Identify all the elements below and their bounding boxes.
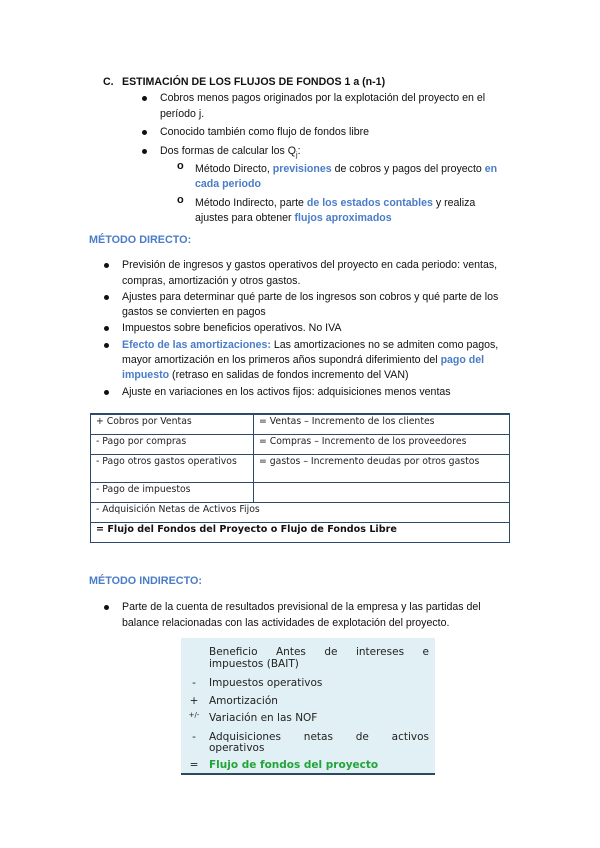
section-c-bullet-1-line-1: Cobros menos pagos originados por la explotación del proyecto en el (160, 92, 486, 104)
bullet-dot (104, 263, 109, 268)
section-c-letter: C. (103, 76, 114, 88)
adquisiciones-line-1: Adquisiciones netas de activos (209, 731, 429, 743)
bullet-3-subscript: j (296, 152, 298, 160)
equals-symbol: = (189, 759, 199, 771)
bullet-dot (104, 326, 109, 331)
directo-heading: MÉTODO DIRECTO: (89, 234, 192, 246)
option-indirect-text-l2a: ajustes para obtener (195, 212, 295, 224)
bullet-3-suffix: : (297, 145, 301, 157)
directo-bullet-4-l2-text: mayor amortización en los primeros años supondrá diferimiento del (122, 354, 441, 366)
bullet-dot (104, 343, 109, 348)
directo-bullet-4-l3-text: (retraso en salidas de fondos incremento del VAN) (169, 369, 409, 381)
section-c-bullet-2: Conocido también como flujo de fondos libre (160, 126, 370, 138)
option-direct-text-c: de cobros y pagos del proyecto (331, 163, 485, 175)
adquisiciones-line-2: operativos (209, 742, 265, 754)
table-total-cell: = Flujo del Fondos del Proyecto o Flujo de Fondos Libre (91, 523, 510, 543)
table-total-row (91, 523, 510, 543)
directo-bullet-3: Impuestos sobre beneficios operativos. No IVA (122, 322, 342, 334)
directo-bullet-5: Ajuste en variaciones en los activos fijos: adquisiciones menos ventas (122, 386, 451, 398)
pago-del-highlight: pago del (440, 354, 485, 366)
impuesto-highlight: impuesto (122, 369, 170, 381)
indirecto-bullet-1-line-2: balance relacionadas con las actividades de explotación del proyecto. (122, 617, 450, 629)
amortizacion-label: Amortización (209, 695, 278, 707)
table-cell: = Ventas – Incremento de los clientes (254, 414, 510, 435)
option-indirect-text-c: y realiza (432, 197, 476, 209)
table-row (91, 435, 510, 455)
table-row (91, 455, 510, 483)
indirecto-heading: MÉTODO INDIRECTO: (89, 575, 202, 587)
bullet-3-prefix: Dos formas de calcular los Q (160, 145, 297, 157)
table-row (91, 483, 510, 503)
option-direct-highlight-en: en (484, 163, 498, 175)
bait-line-2: impuestos (BAIT) (209, 658, 299, 670)
directo-bullet-4-line-1 (122, 337, 498, 353)
bullet-dot (142, 149, 147, 154)
section-c-title: ESTIMACIÓN DE LOS FLUJOS DE FONDOS 1 a (n-1) (122, 76, 386, 88)
indirecto-bullet-1-line-1: Parte de la cuenta de resultados previsional de la empresa y las partidas del (122, 601, 481, 613)
circle-bullet-icon: o (177, 194, 184, 206)
impuestos-label: Impuestos operativos (209, 677, 323, 689)
option-direct-line-1 (195, 161, 497, 177)
cash-flow-table (90, 413, 510, 543)
table-row (91, 503, 510, 523)
table-cell: = Compras – Incremento de los proveedores (254, 435, 510, 455)
bullet-dot (142, 130, 147, 135)
table-cell: - Pago por compras (91, 435, 254, 455)
circle-bullet-icon: o (177, 160, 184, 172)
directo-bullet-1-line-2: compras, amortización y otros gastos. (122, 275, 301, 287)
option-indirect-highlight-flujos: flujos aproximados (294, 212, 392, 224)
directo-bullet-2-line-2: gastos se convierten en pagos (122, 306, 266, 318)
bullet-dot (104, 605, 109, 610)
nof-label: Variación en las NOF (209, 712, 318, 724)
bullet-dot (142, 96, 147, 101)
amortizaciones-highlight: Efecto de las amortizaciones: (122, 339, 271, 351)
table-cell: - Pago de impuestos (91, 483, 254, 503)
minus-symbol: - (192, 731, 196, 743)
option-indirect-text-a: Método Indirecto, parte (195, 197, 307, 209)
option-indirect-line-1 (195, 195, 475, 211)
bullet-dot (104, 390, 109, 395)
plus-minus-symbol: +/- (188, 711, 200, 719)
minus-symbol: - (192, 677, 196, 689)
option-indirect-highlight-estados: de los estados contables (306, 197, 433, 209)
directo-bullet-2-line-1: Ajustes para determinar qué parte de los ingresos son cobros y qué parte de los (122, 291, 499, 303)
table-cell: - Pago otros gastos operativos (91, 455, 254, 483)
table-cell: - Adquisición Netas de Activos Fijos (91, 503, 510, 523)
option-direct-highlight-previsiones: previsiones (272, 163, 332, 175)
plus-symbol: + (189, 695, 199, 707)
section-c-bullet-1-line-2: período j. (160, 108, 205, 120)
bullet-dot (104, 295, 109, 300)
table-cell (254, 483, 510, 503)
table-cell: + Cobros por Ventas (91, 414, 254, 435)
option-direct-text-a: Método Directo, (195, 163, 273, 175)
bait-line-1: Beneficio Antes de intereses e (209, 646, 429, 658)
table-cell: = gastos – Incremento deudas por otros gastos (254, 455, 510, 483)
option-indirect-line-2 (195, 210, 392, 226)
flujo-total-label: Flujo de fondos del proyecto (209, 759, 379, 771)
option-direct-line-2: cada periodo (195, 178, 261, 190)
table-row (91, 414, 510, 435)
indirect-method-box (181, 638, 435, 775)
directo-bullet-4-line-3 (122, 367, 409, 383)
directo-bullet-4-line-2 (122, 352, 484, 368)
directo-bullet-4-text: Las amortizaciones no se admiten como pagos, (270, 339, 499, 351)
directo-bullet-1-line-1: Previsión de ingresos y gastos operativos del proyecto en cada periodo: ventas, (122, 259, 498, 271)
